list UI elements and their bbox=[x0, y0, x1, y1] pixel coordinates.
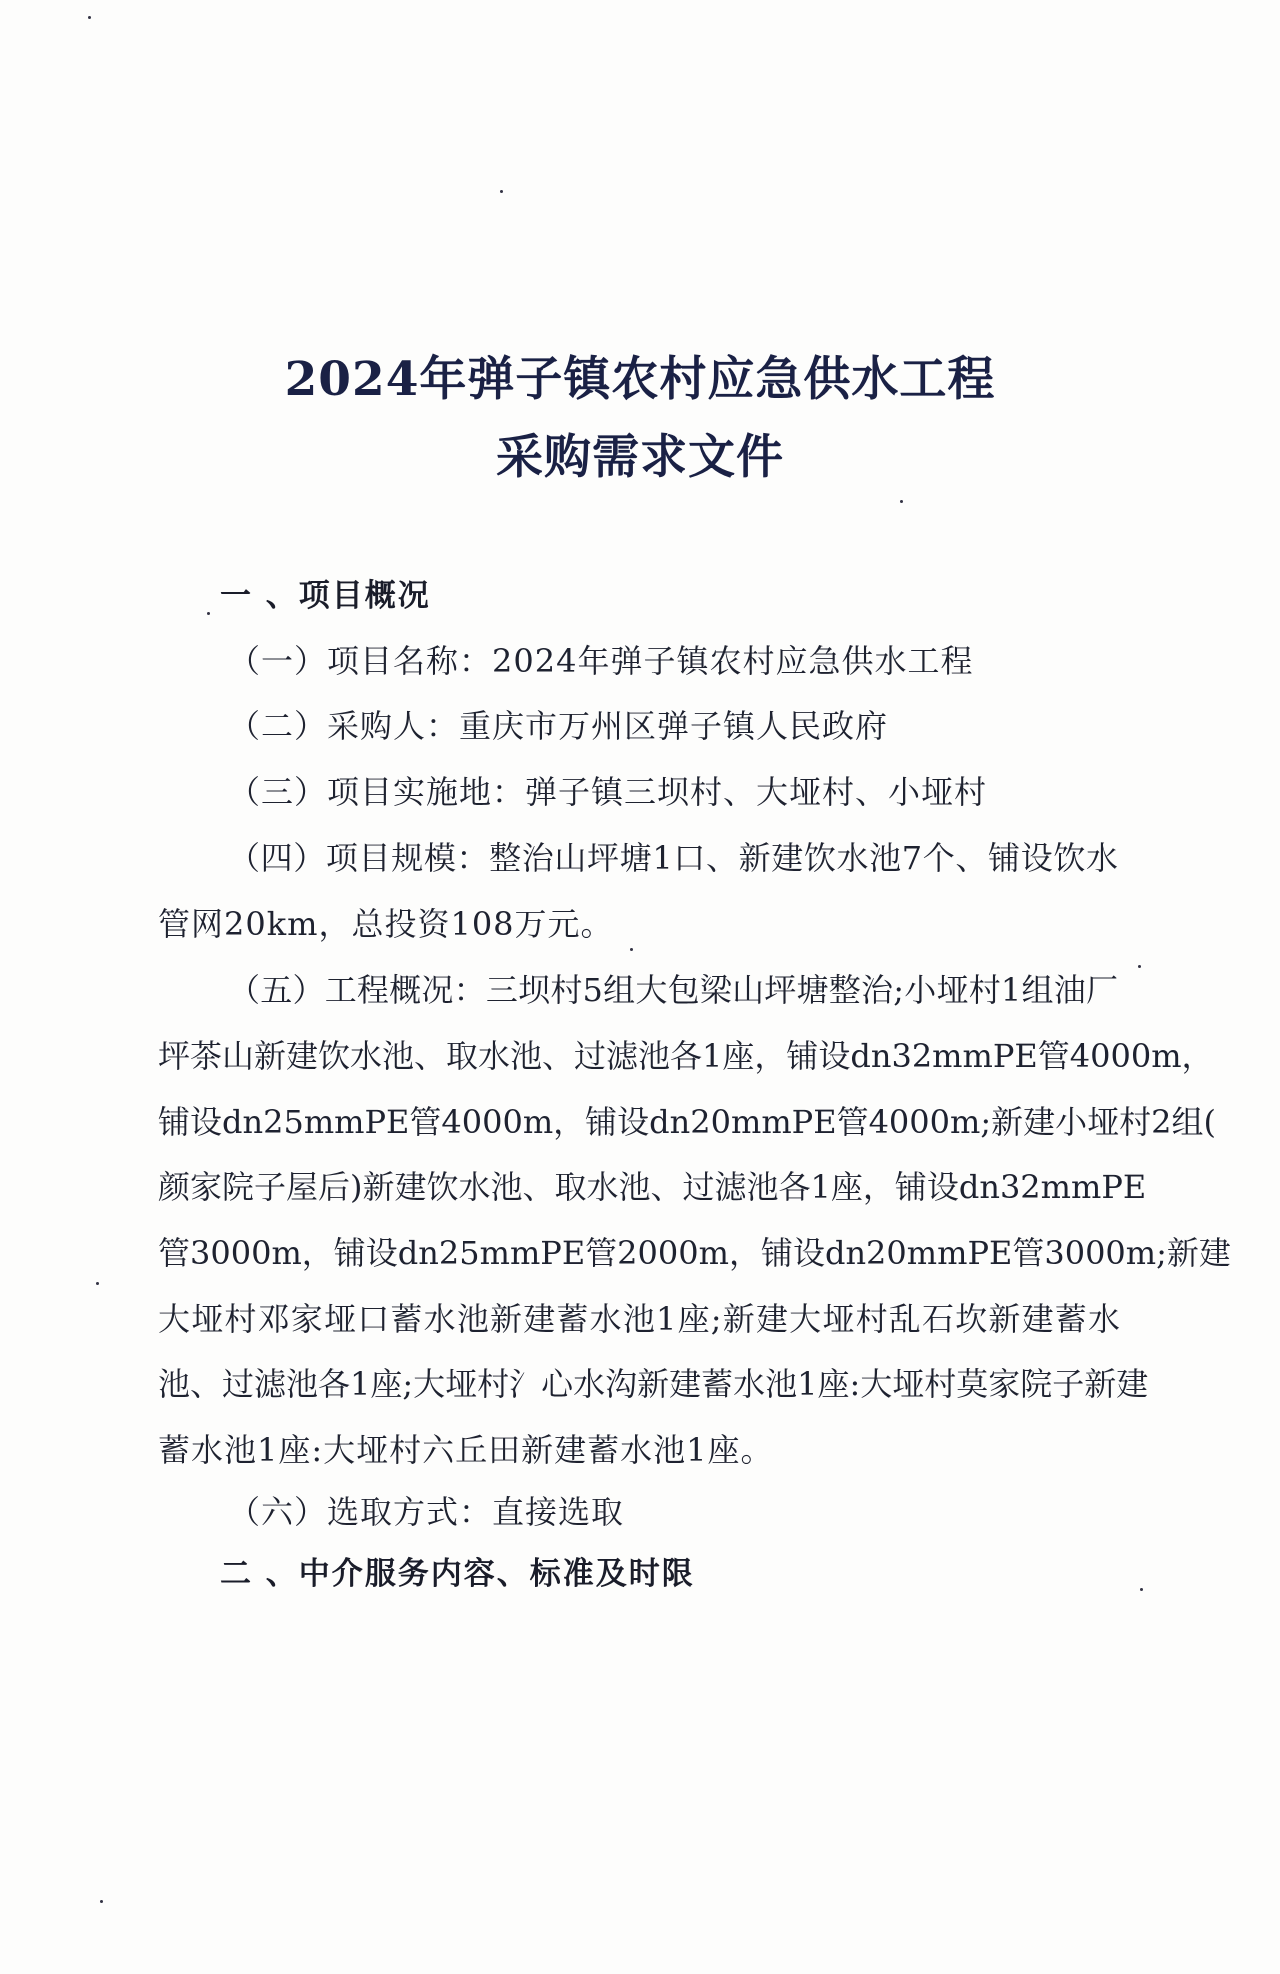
project-scale-line2: 管网20km，总投资108万元。 bbox=[158, 905, 614, 943]
scan-speck bbox=[88, 16, 91, 19]
overview-line: 管3000m，铺设dn25mmPE管2000m，铺设dn20mmPE管3000m;新建 bbox=[158, 1234, 1231, 1272]
scan-speck bbox=[1138, 965, 1141, 968]
scan-speck bbox=[1140, 1588, 1143, 1591]
purchaser: （二）采购人：重庆市万州区弹子镇人民政府 bbox=[228, 707, 889, 745]
document-title-line1: 2024年弹子镇农村应急供水工程 bbox=[284, 352, 996, 407]
overview-line: 池、过滤池各1座;大垭村氵心水沟新建蓄水池1座:大垭村莫家院子新建 bbox=[158, 1365, 1149, 1403]
project-name: （一）项目名称：2024年弹子镇农村应急供水工程 bbox=[228, 642, 974, 680]
project-scale-line1: （四）项目规模：整治山坪塘1口、新建饮水池7个、铺设饮水 bbox=[228, 839, 1118, 877]
scan-speck bbox=[100, 1900, 103, 1903]
document-title-line2: 采购需求文件 bbox=[496, 430, 784, 485]
overview-line: 铺设dn25mmPE管4000m，铺设dn20mmPE管4000m;新建小垭村2组( bbox=[158, 1103, 1216, 1141]
project-location: （三）项目实施地：弹子镇三坝村、大垭村、小垭村 bbox=[228, 773, 988, 811]
selection-method: （六）选取方式：直接选取 bbox=[228, 1493, 625, 1531]
overview-line: （五）工程概况：三坝村5组大包梁山坪塘整治;小垭村1组油厂 bbox=[228, 971, 1118, 1009]
overview-line: 颜家院子屋后)新建饮水池、取水池、过滤池各1座，铺设dn32mmPE bbox=[158, 1168, 1147, 1206]
overview-line: 蓄水池1座:大垭村六丘田新建蓄水池1座。 bbox=[158, 1431, 774, 1469]
section2-heading: 二 、中介服务内容、标准及时限 bbox=[220, 1556, 695, 1592]
overview-line: 坪茶山新建饮水池、取水池、过滤池各1座，铺设dn32mmPE管4000m， bbox=[158, 1037, 1214, 1075]
scan-speck bbox=[900, 500, 903, 503]
scan-speck bbox=[207, 612, 210, 615]
scan-speck bbox=[630, 948, 633, 951]
section1-heading: 一 、项目概况 bbox=[220, 578, 431, 614]
overview-line: 大垭村邓家垭口蓄水池新建蓄水池1座;新建大垭村乱石坎新建蓄水 bbox=[158, 1300, 1120, 1338]
scan-speck bbox=[500, 190, 503, 193]
scan-speck bbox=[96, 1282, 99, 1285]
